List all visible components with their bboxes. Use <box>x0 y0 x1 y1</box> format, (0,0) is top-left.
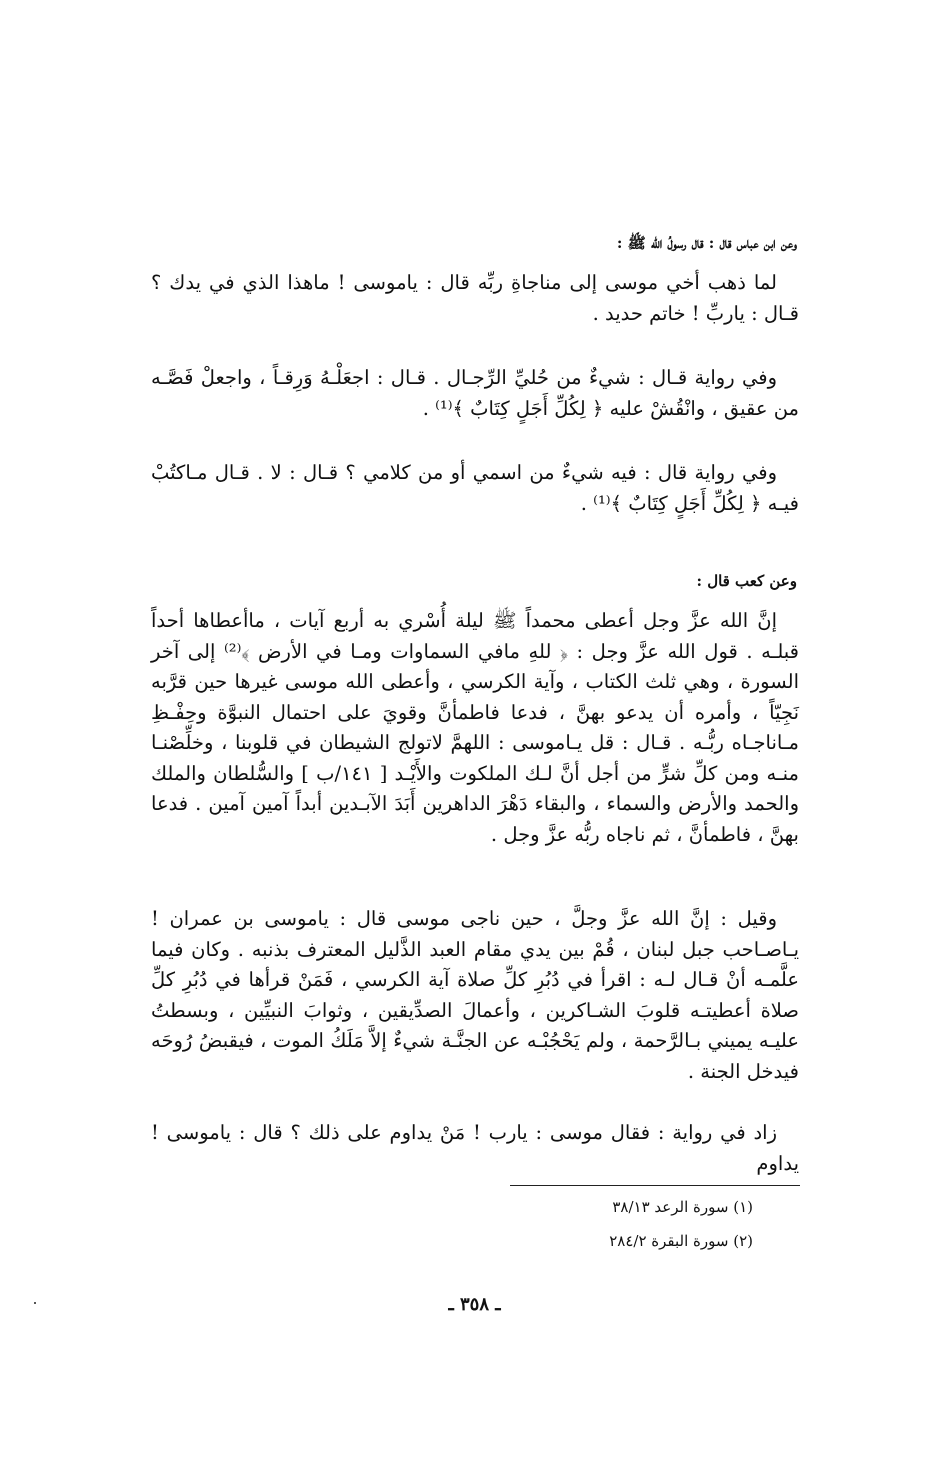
section-heading-ibn-abbas: وعن ابن عباس قال : قال رسولُ الله ﷺ : <box>616 234 797 252</box>
paragraph: إنَّ الله عزَّ وجل أعطى محمداً ﷺ ليلة أُسْري به أربع آيات ، ماأعطاها أحداً قبلـه . قول الله عزَّ وجل : ﴿ للهِ مافي السماوات ومـا في الأرض ﴾⁽²⁾ إلى آخر السورة ، وهي ثلث الكتاب ، وآية الكرسي ، وأعطى الله موسى غيرها حين قرَّبه نَجِيّاً ، وأمره أن يدعو بهنَّ ، فدعا فاطمأنَّ وقويَ على احتمال النبوَّة وحِفْـظِ مـاناجـاه ربُّـه . قـال : قل يـاموسى : اللهمَّ لاتولج الشيطان في قلوبنا ، وخلِّصْنـا منـه ومن كلِّ شرٍّ من أجل أنَّ لـك الملكوت والأَيْـد [ ١٤١/ب ] والسُّلطان والملك والحمد والأرض والسماء ، والبقاء دَهْرَ الداهرين أَبَدَ الآبـدين أبداً آمين آمين . فدعا بهنَّ ، فاطمأنَّ ، ثم ناجاه ربُّه عزَّ وجل . <box>151 609 799 846</box>
paragraph: زاد في رواية : فقال موسى : يارب ! مَنْ يداوم على ذلك ؟ قال : ياموسى ! يداوم <box>151 1121 799 1175</box>
section-heading-kaab: وعن كعب قال : <box>696 572 797 590</box>
paragraph: وقيل : إنَّ الله عزَّ وجلَّ ، حين ناجى موسى قال : ياموسى بن عمران ! يـاصـاحب جبل لبنان ، قُمْ بين يدي مقام العبد الذَّليل المعترف بذنبه . وكان فيما علَّمـه أنْ قـال لـه : اقرأ في دُبُرِ كلِّ صلاة آية الكرسي ، فَمَنْ قرأها في دُبُرِ كلِّ صلاة أعطيتـه قلوبَ الشـاكرين ، وأعمالَ الصدِّيقين ، وثوابَ النبيِّين ، وبسطتُ عليـه يميني بـالرَّحمة ، ولم يَحْجُبْـه عن الجنَّـة شيءٌ إلاَّ مَلَكُ الموت ، فيقبضُ رُوحَه فيدخل الجنة . <box>151 907 799 1083</box>
footnote-2: (٢) سورة البقرة ٢٨٤/٢ <box>609 1232 753 1250</box>
page-number: ـ ٣٥٨ ـ <box>448 1294 501 1315</box>
scan-speck <box>34 1302 36 1304</box>
paragraph: وفي رواية قـال : شيءٌ من حُليِّ الرِّجـال . قـال : اجعَلْـهُ وَرِقـاً ، واجعلْ فَصَّـه من عقيق ، وانْقُشْ عليه ﴿ لِكُلِّ أَجَلٍ كِتَابٌ ﴾⁽¹⁾ . <box>151 366 799 420</box>
footnote-divider <box>510 1185 800 1186</box>
paragraph: لما ذهب أخي موسى إلى مناجاةِ ربِّه قال : ياموسى ! ماهذا الذي في يدك ؟ قـال : ياربِّ ! خاتم حديد . <box>151 271 799 325</box>
paragraph: وفي رواية قال : فيه شيءٌ من اسمي أو من كلامي ؟ قـال : لا . قـال مـاكتُبْ فيـه ﴿ لِكُلِّ أَجَلٍ كِتَابٌ ﴾⁽¹⁾ . <box>151 461 799 515</box>
footnote-1: (١) سورة الرعد ٣٨/١٣ <box>612 1198 753 1216</box>
